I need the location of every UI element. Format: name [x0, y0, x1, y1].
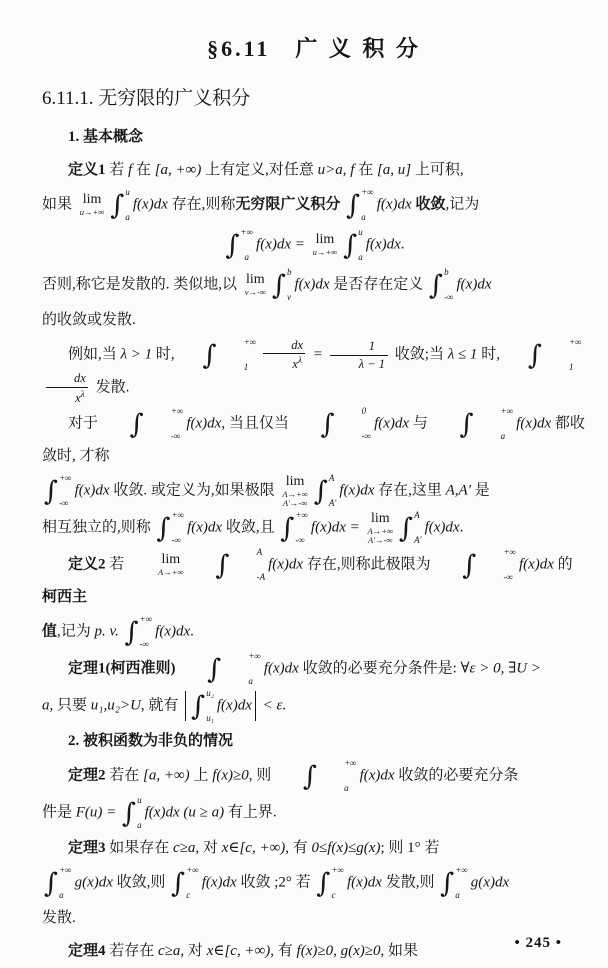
text-run: 收敛. 或定义为,如果极限: [109, 482, 279, 499]
math-run: f(x)dx (u ≥ a): [144, 804, 225, 821]
text-run: 收敛,且: [222, 519, 279, 536]
math-run: A,A′: [445, 482, 471, 499]
integral-icon: ∫ +∞ -∞: [156, 510, 185, 546]
thm3-line3: [42, 903, 586, 933]
math-run: 0≤f(x)≤g(x): [311, 840, 381, 857]
text-run: 相互独立的,则称: [42, 519, 155, 536]
text-run: 在: [354, 162, 377, 178]
text-run: 时,: [152, 346, 175, 363]
text-run: , 就有: [140, 697, 183, 714]
integral-icon: ∫ +∞ -∞: [129, 406, 184, 442]
text-run: 的: [553, 556, 573, 573]
text-run: 发散.: [42, 910, 76, 927]
math-run: x∈[c, +∞): [206, 943, 271, 960]
math-run: f(x)dx: [186, 415, 222, 432]
integral-icon: ∫ b v: [271, 267, 292, 302]
integral-icon: ∫ +∞ -∞: [462, 547, 516, 583]
integral-icon: ∫ +∞ a: [303, 758, 357, 794]
integral-icon: ∫ 0 -∞: [320, 406, 372, 442]
text-run: 与: [409, 415, 432, 432]
math-run: f(x)dx =: [256, 236, 309, 253]
text-run: 收敛的必要充分条件是:: [298, 660, 461, 677]
text-run: 例如,当: [68, 346, 121, 363]
integral-icon: ∫ u a: [343, 227, 363, 262]
text-run: 在: [132, 162, 155, 178]
math-run: g(x)dx: [74, 874, 113, 891]
fraction: $\frac{dx}{x^\lambda}$: [45, 372, 89, 404]
def1-line1: [42, 155, 586, 185]
text-run: ,: [342, 162, 351, 178]
math-run: f(x)dx: [346, 874, 382, 891]
math-run: u>a: [317, 162, 343, 178]
thm1-line2: [42, 689, 586, 723]
text-run: .: [190, 623, 194, 640]
math-run: f(x)dx: [359, 767, 395, 784]
math-run: f(x)dx: [268, 556, 304, 573]
math-run: < ε: [258, 697, 283, 714]
bold-text-run: 定义1: [68, 162, 106, 178]
math-run: f: [128, 162, 133, 178]
two-sided-line3: [42, 511, 586, 545]
text-run: 对于: [68, 415, 102, 432]
thm3-line1: [42, 833, 586, 863]
text-run: , 有: [285, 840, 312, 857]
text-run: 收敛,则: [112, 874, 170, 891]
math-run: f(x)dx: [374, 415, 410, 432]
text-run: 存在,则称: [167, 196, 236, 213]
bold-text-run: 2. 被积函数为非负的情况: [68, 733, 234, 750]
text-run: 收敛 ;2° 若: [236, 874, 315, 891]
math-run: g(x)dx: [470, 874, 510, 891]
def2-line1: [42, 548, 586, 612]
math-run: f(x)dx: [376, 196, 412, 213]
integral-icon: ∫ +∞ -∞: [124, 614, 153, 650]
text-run: 发散,则: [381, 874, 439, 891]
text-run: 如果存在: [105, 840, 174, 857]
text-run: 是否存在定义: [329, 276, 428, 293]
math-run: f(x)dx: [339, 482, 375, 499]
limit-operator: lim A→+∞ A′→-∞: [282, 473, 308, 508]
math-run: f(x)≥0: [212, 767, 249, 784]
integral-icon: ∫ +∞ a: [44, 865, 72, 901]
text-run: 否则,称它是发散的. 类似地,以: [42, 276, 241, 293]
fraction: $\frac{dx}{x^\lambda}$: [262, 339, 306, 371]
text-run: 若存在: [105, 943, 159, 960]
heading-basic-concepts: [42, 122, 586, 152]
abs-bar-icon: [185, 691, 186, 721]
bold-text-run: 柯西主: [42, 589, 88, 606]
math-run: [a, u]: [376, 162, 412, 178]
integral-icon: ∫ u₂ u₁: [191, 688, 214, 724]
math-run: [a, +∞): [154, 162, 202, 178]
text-run: [340, 196, 344, 212]
integral-icon: ∫ A A′: [399, 510, 422, 546]
two-sided-line1: [42, 407, 586, 471]
text-run: 若: [105, 556, 129, 573]
text-run: .: [282, 697, 287, 714]
page-title: §6.11 广 义 积 分: [207, 36, 421, 61]
text-run: 若: [105, 162, 129, 178]
math-run: f(x)dx: [187, 519, 223, 536]
text-run: 有上界.: [224, 804, 277, 821]
thm1-line1: [42, 652, 586, 686]
math-run: f(x)dx: [294, 276, 330, 293]
bold-text-run: 收敛: [415, 196, 446, 213]
math-run: f(x)dx: [74, 482, 110, 499]
def1-display-formula: [42, 228, 586, 262]
integral-icon: ∫ u a: [110, 187, 130, 222]
text-run: 上有定义,对任意: [201, 162, 318, 178]
text-run: , 只要: [49, 697, 91, 714]
integral-icon: ∫ A A′: [313, 473, 337, 509]
heading-nonnegative-case: [42, 726, 586, 756]
bold-text-run: 值: [42, 623, 58, 640]
math-run: f(x)dx: [263, 660, 299, 677]
math-run: f(x)dx: [456, 276, 492, 293]
text-run: .: [459, 519, 464, 536]
text-run: 如果: [42, 196, 76, 213]
integral-icon: ∫ +∞ -∞: [280, 510, 308, 546]
integral-icon: ∫ +∞ a: [225, 227, 254, 262]
integral-icon: ∫ b -∞: [429, 267, 454, 302]
page-number: • 245 •: [514, 935, 562, 951]
text-run: 存在,则称此极限为: [303, 556, 435, 573]
text-run: , 有: [270, 943, 297, 960]
integral-icon: ∫ +∞ a: [459, 406, 514, 442]
text-run: .: [400, 236, 405, 253]
text-run: 都收敛时, 才称: [42, 415, 585, 465]
document-body: [42, 122, 586, 966]
example-lambda: [42, 338, 586, 404]
thm4-line1: [42, 936, 586, 966]
limit-operator: lim u→+∞: [312, 232, 338, 257]
text-run: 上: [189, 767, 213, 784]
integral-icon: ∫ +∞ c: [316, 865, 344, 901]
integral-icon: ∫ +∞ 1: [202, 337, 257, 372]
math-run: f(x)dx: [201, 874, 237, 891]
fraction: $\frac{1}{\lambda - 1}$: [330, 340, 388, 370]
math-run: u₁,u₂>U: [90, 697, 141, 714]
limit-operator: lim A→+∞ A′→-∞: [367, 510, 394, 545]
math-run: f(x)≥0, g(x)≥0: [296, 943, 381, 960]
math-run: f(x)dx: [424, 519, 460, 536]
limit-operator: lim A→+∞: [158, 552, 184, 578]
def2-line2: [42, 615, 586, 649]
integral-icon: ∫ +∞ c: [171, 865, 199, 901]
divergence-line1: [42, 268, 586, 302]
text-run: , 则: [248, 767, 276, 784]
math-run: f(x)dx: [155, 623, 191, 640]
math-run: f(x)dx: [132, 196, 168, 213]
text-run: ,记为: [57, 623, 95, 640]
text-run: 时,: [477, 346, 500, 363]
bold-text-run: 1. 基本概念: [68, 129, 144, 145]
bold-text-run: 定理3: [68, 840, 106, 857]
math-run: x∈[c, +∞): [221, 840, 286, 857]
abs-bar-icon: [255, 691, 256, 721]
text-run: [176, 661, 180, 677]
math-run: λ > 1: [120, 346, 153, 363]
text-run: , 对: [180, 943, 207, 960]
thm2-line1: [42, 759, 586, 793]
math-run: ∀ε > 0, ∃U >: [460, 660, 541, 677]
def1-line2: [42, 188, 586, 222]
integral-icon: ∫ +∞ -∞: [44, 473, 72, 509]
text-run: 存在,这里: [374, 482, 446, 499]
math-run: λ ≤ 1: [447, 346, 478, 363]
text-run: 上可积,: [411, 162, 464, 178]
math-run: f(x)dx: [216, 697, 252, 714]
math-run: f(x)dx =: [310, 519, 364, 536]
bold-text-run: 无穷限广义积分: [235, 196, 341, 213]
math-run: f(x)dx: [365, 236, 401, 253]
text-run: 是: [470, 482, 490, 499]
thm2-line2: [42, 796, 586, 830]
text-run: , 当且仅当: [221, 415, 293, 432]
integral-icon: ∫ +∞ a: [440, 865, 468, 901]
bold-text-run: 定义2: [68, 556, 106, 573]
math-run: a: [42, 697, 50, 714]
text-run: ,记为: [445, 196, 480, 213]
limit-operator: lim v→-∞: [244, 272, 266, 297]
math-run: c≥a: [173, 840, 196, 857]
bold-text-run: 定理4: [68, 943, 106, 960]
text-run: 件是: [42, 804, 76, 821]
text-run: 的收敛或发散.: [42, 312, 136, 328]
integral-icon: ∫ +∞ a: [346, 187, 374, 222]
text-run: , 对: [195, 840, 222, 857]
math-run: f(x)dx: [518, 556, 554, 573]
integral-icon: ∫ +∞ 1: [527, 337, 582, 372]
text-run: 收敛的必要充分条: [394, 767, 519, 784]
text-run: , 如果: [380, 943, 418, 960]
text-run: 收敛;当: [391, 346, 448, 363]
bold-text-run: 定理2: [68, 767, 106, 784]
integral-icon: ∫ u a: [122, 795, 142, 831]
math-run: f(x)dx: [516, 415, 552, 432]
integral-icon: ∫ A -A: [215, 547, 266, 583]
thm3-line2: [42, 866, 586, 900]
section-heading: 6.11.1. 无穷限的广义积分: [42, 88, 251, 109]
math-run: f: [350, 162, 355, 178]
integral-icon: ∫ +∞ a: [207, 651, 261, 687]
text-run: 若在: [105, 767, 144, 784]
two-sided-line2: [42, 474, 586, 508]
math-run: c≥a: [158, 943, 181, 960]
math-run: F(u) =: [75, 804, 121, 821]
math-run: =: [309, 346, 327, 363]
limit-operator: lim u→+∞: [79, 192, 105, 217]
text-run: ; 则 1° 若: [380, 840, 440, 857]
text-run: 发散.: [91, 379, 130, 396]
math-run: p. v.: [94, 623, 123, 640]
math-run: [a, +∞): [143, 767, 190, 784]
bold-text-run: 定理1(柯西准则): [68, 660, 176, 677]
divergence-line2: [42, 305, 586, 335]
